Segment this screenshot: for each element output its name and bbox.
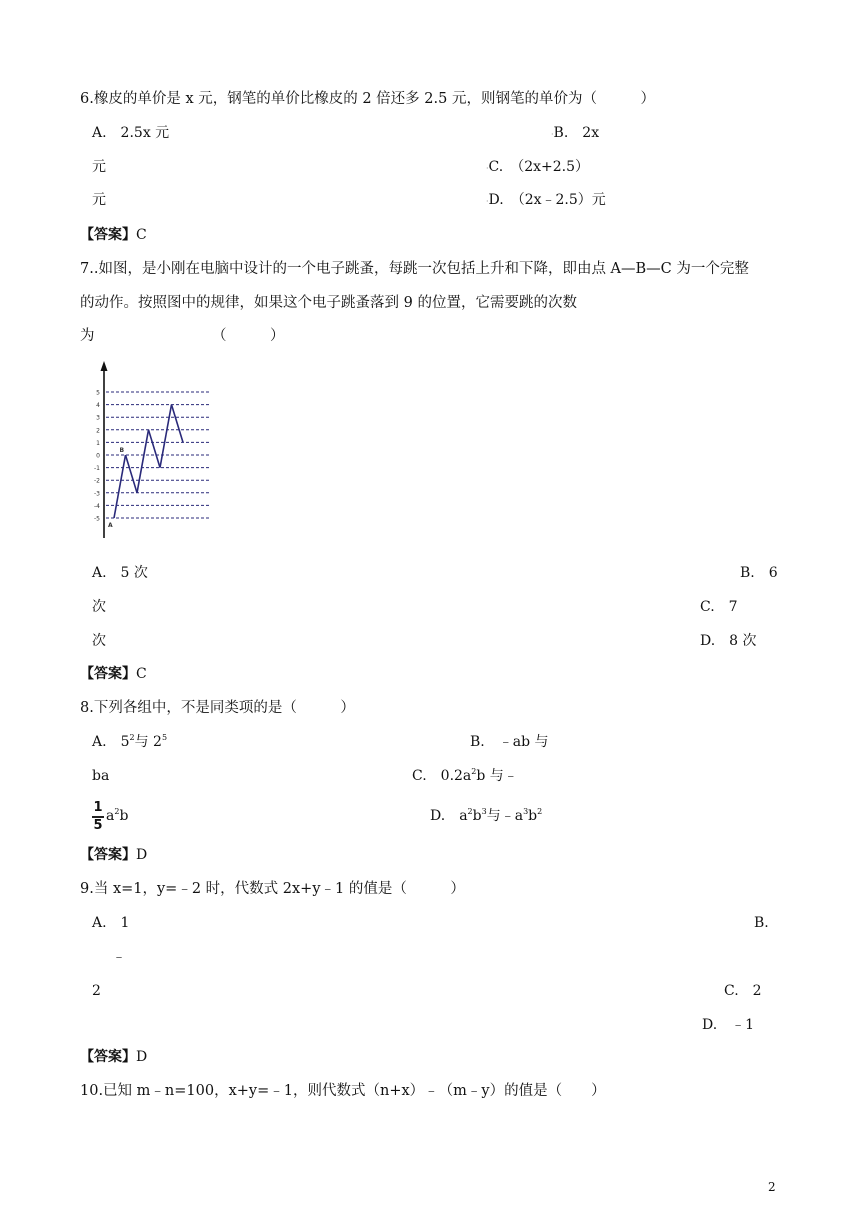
chart-tick-label: 5 [96,389,100,397]
fraction-numerator: 1 [93,800,103,815]
q7-stem-line2: 的动作。按照图中的规律，如果这个电子跳蚤落到 9 的位置，它需要跳的次数 [80,295,577,311]
chart-tick-label: 3 [96,414,100,422]
q8-option-d: D. $a^2b^3$与$﹣a^3b^2$ [430,807,543,824]
q9-option-b-wrap-sign: ﹣ [112,949,126,965]
chart-point-labels [108,447,125,529]
q7-option-c: C. 7 [700,599,738,615]
q8-option-a: A. $5^2$与 $2^5$ [92,733,168,750]
q9-option-b-wrap-value: 2 [92,983,101,999]
chart-jump-segment [160,405,172,468]
fraction-denominator: 5 [93,817,103,833]
q8-option-c-wrap: $a^2b$ [106,807,129,824]
chart-jump-segment [114,455,126,518]
q6-option-b-wrap: 元 [92,159,106,175]
chart-jump-segment [172,405,184,443]
q6-option-b: ·B. 2x [551,125,600,141]
q8-fraction [92,801,104,833]
q7-option-a: A. 5 次 [92,565,148,581]
chart-axis-arrow [101,361,108,371]
q9-option-b: B. [754,915,769,931]
chart-point-label: B [119,447,125,454]
q6-answer: 【答案】C [80,227,147,243]
q8-option-b-wrap: ba [92,768,110,784]
q6-option-a: A. 2.5x 元 [92,125,170,141]
flea-jump-chart [88,358,218,543]
q6-option-d: ·D. （2x﹣2.5）元 [486,192,606,208]
q7-option-b-wrap: 次 [92,599,106,615]
q7-answer: 【答案】C [80,666,147,682]
q9-option-c: C. 2 [724,983,762,999]
chart-tick-label: -1 [94,465,100,473]
q9-answer: 【答案】D [80,1049,148,1065]
chart-tick-label: 4 [96,402,100,410]
chart-jump-path [114,405,183,518]
q7-option-b: B. 6 [740,565,778,581]
chart-tick-label: 2 [96,427,100,435]
q7-option-d: D. 8 次 [700,633,757,649]
chart-tick-label: 0 [96,452,100,460]
chart-tick-label: -3 [94,490,100,498]
q6-option-c: ·C. （2x+2.5） [486,159,590,175]
q8-stem: 8.下列各组中，不是同类项的是（ ） [80,700,355,716]
chart-jump-segment [149,430,161,468]
q6-option-c-wrap: 元 [92,192,106,208]
q6-stem: 6.橡皮的单价是 x 元，钢笔的单价比橡皮的 2 倍还多 2.5 元，则钢笔的单价为（ ） [80,91,655,107]
chart-jump-segment [137,430,149,493]
q7-option-c-wrap: 次 [92,633,106,649]
q8-option-c: C. $0.2a^2b$ 与﹣ [412,767,518,784]
chart-gridlines [106,392,210,518]
q8-option-b: B. ﹣ab 与 [470,734,549,750]
page-number: 2 [768,1180,776,1194]
chart-tick-label: -2 [94,477,100,485]
q7-stem-line3: 为 [80,328,95,344]
q9-stem: 9.当 x=1，y=﹣2 时，代数式 2x+y﹣1 的值是（ ） [80,881,465,897]
chart-point-label: A [108,522,113,529]
q9-option-a: A. 1 [92,915,130,931]
chart-tick-label: 1 [96,439,100,447]
chart-tick-labels [94,390,100,523]
chart-tick-label: -5 [94,515,100,523]
q7-blank: （ ） [212,328,285,344]
q10-stem: 10.已知 m﹣n=100，x+y=﹣1，则代数式（n+x）﹣（m﹣y）的值是（ ） [80,1083,606,1099]
chart-tick-label: -4 [94,502,100,510]
q9-option-d: D. ﹣1 [702,1017,755,1033]
q7-stem-line1: 7..如图，是小刚在电脑中设计的一个电子跳蚤，每跳一次包括上升和下降，即由点 A—B—C 为一个完整 [80,261,749,277]
q8-answer: 【答案】D [80,847,148,863]
chart-jump-segment [126,455,138,493]
